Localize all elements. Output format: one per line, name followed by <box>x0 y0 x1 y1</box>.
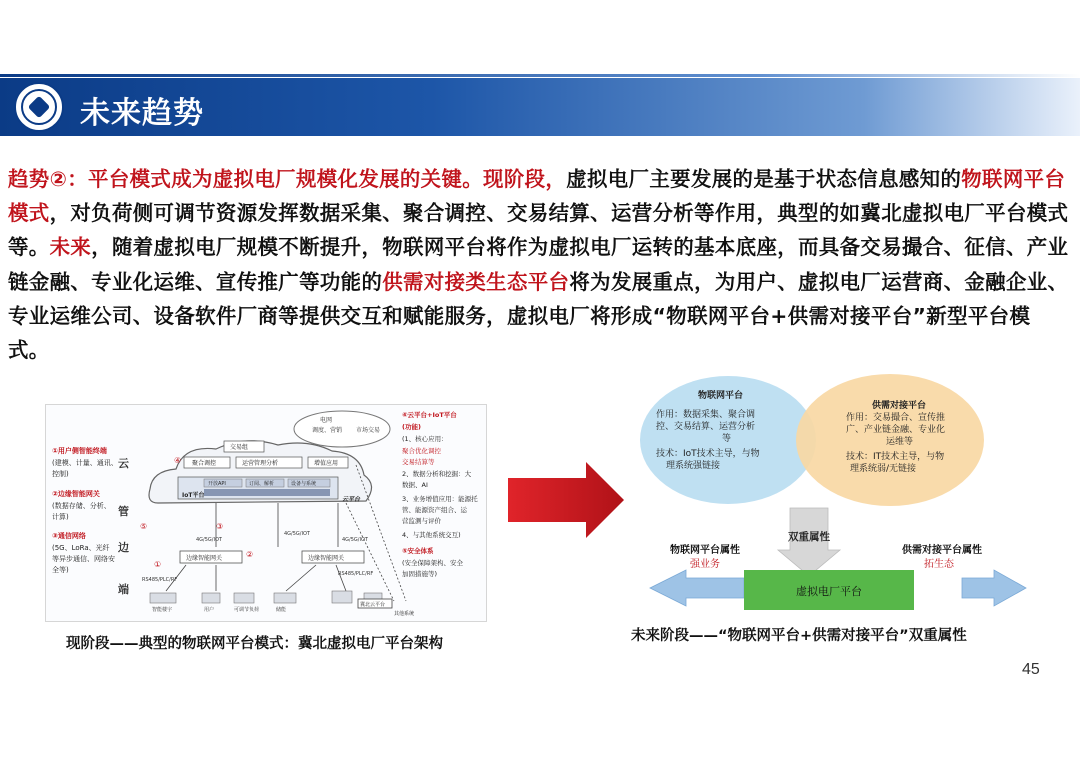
paragraph-segment: ，对负荷侧可调节资源发挥数据采集、聚合调控、交易结算、运营分析等作用，典型的如冀北虚拟电厂平台模式等。 <box>8 201 1069 260</box>
device-label: 可调节负荷 <box>234 607 260 613</box>
right-note-title: ④云平台+IoT平台 <box>402 411 457 419</box>
cloud-box-label: 聚合调控 <box>192 460 217 467</box>
note-title: ②边缘智能网关 <box>52 490 100 498</box>
body-paragraph <box>8 162 1070 367</box>
cloud-label: 电网 <box>320 417 333 424</box>
circle-line: 广、产业链金融、专业化 <box>846 425 946 435</box>
right-note-item: 营监测与评价 <box>402 517 441 525</box>
note-body: (数据存储、分析、 <box>52 502 111 510</box>
circle-line: 等 <box>722 434 732 444</box>
note-body: 计算) <box>52 513 69 521</box>
layer-label: 边 <box>118 541 129 554</box>
circle-line: 运维等 <box>886 437 914 447</box>
marker: ① <box>154 560 162 569</box>
cloud-label: 调度、营销 <box>312 427 343 434</box>
note-body: 控制) <box>52 470 69 478</box>
dual-attribute-figure <box>640 370 1030 620</box>
circle-line: 技术：IT技术主导，与物 <box>846 452 945 462</box>
arrow-title: 供需对接平台属性 <box>902 545 982 556</box>
paragraph-segment: 虚拟电厂主要发展的是基于状态信息感知的 <box>566 167 962 191</box>
cloud-label: 市场交易 <box>356 427 381 434</box>
bus-label: RS485/PLC/RF <box>338 571 374 577</box>
paragraph-segment: 未来 <box>49 235 92 260</box>
left-arrow-icon <box>650 570 744 606</box>
cloud-inner-label: 订阅、解析 <box>249 481 275 487</box>
gateway-label: 边缘智能网关 <box>186 555 223 562</box>
marker: ④ <box>174 456 182 465</box>
center-label: 双重属性 <box>788 531 830 543</box>
paragraph-segment: 物联网平台模式 <box>8 167 1066 226</box>
cloud-stripe <box>204 489 330 496</box>
right-note-item: 管、能源资产组合、运 <box>402 506 467 514</box>
note-title: ①用户侧智能终端 <box>52 447 107 455</box>
transition-arrow-icon <box>508 462 624 538</box>
note-body: 全等) <box>52 566 69 574</box>
right-note-item: 聚合优化调控 <box>402 447 441 455</box>
device-label: 储能 <box>276 607 287 613</box>
circle-line: 作用：数据采集、聚合调 <box>656 410 756 420</box>
arrow-sub: 拓生态 <box>924 559 954 570</box>
circle-line: 理系统强链接 <box>666 461 721 471</box>
note-body: (建模、计量、通讯、 <box>52 459 118 467</box>
left-figure-caption: 现阶段——典型的物联网平台模式：冀北虚拟电厂平台架构 <box>66 636 443 652</box>
circle-line: 作用：交易撮合、宣传推 <box>846 413 946 423</box>
right-note-item: (安全保障架构、安全 <box>402 559 464 567</box>
circle-line: 技术：IoT技术主导，与物 <box>656 449 760 459</box>
arrow-title: 物联网平台属性 <box>670 545 740 556</box>
circle-line: 控、交易结算、运营分析 <box>656 422 756 432</box>
box-label: 虚拟电厂平台 <box>796 585 862 598</box>
misc-label: 冀北云平台 <box>360 602 386 608</box>
right-note-item: ⑤安全体系 <box>402 547 434 555</box>
misc-label: 其他系统 <box>394 611 415 617</box>
cloud-box-label: 云平台 <box>342 496 361 503</box>
university-logo-icon <box>14 82 64 132</box>
network-label: 4G/5G/IOT <box>342 537 368 543</box>
marker: ③ <box>216 522 224 531</box>
cloud-box-label: 交易组 <box>230 444 249 451</box>
cloud-box-label: 增值应用 <box>314 460 339 467</box>
page-number: 45 <box>1022 661 1040 678</box>
cloud-inner-label: 设备与系统 <box>291 481 317 487</box>
slide-title: 未来趋势 <box>80 96 204 131</box>
network-label: 4G/5G/IOT <box>196 537 222 543</box>
right-note-item: 数据、AI <box>402 481 428 489</box>
cloud-inner-label: 开放API <box>208 481 226 487</box>
paragraph-segment: ，随着虚拟电厂规模不断提升，物联网平台将作为虚拟电厂运转的基本底座，而具备交易撮合、征信、产业链金融、专业化运维、宣传推广等功能的 <box>8 235 1069 294</box>
marker: ② <box>246 550 254 559</box>
architecture-figure <box>45 404 487 622</box>
cloud-box-label: 运营管理分析 <box>242 460 279 467</box>
paragraph-segment: 供需对接类生态平台 <box>382 269 570 294</box>
right-note-item: 4、与其他系统交互) <box>402 531 461 539</box>
layer-label: 端 <box>118 583 129 596</box>
layer-label: 管 <box>118 505 129 518</box>
paragraph-segment: 趋势②：平台模式成为虚拟电厂规模化发展的关键。现阶段， <box>8 167 567 191</box>
bus-label: RS485/PLC/RF <box>142 577 178 583</box>
right-note-item: 3、业务增值应用：能源托 <box>402 495 478 503</box>
right-figure-caption: 未来阶段——“物联网平台+供需对接平台”双重属性 <box>631 628 967 644</box>
network-label: 4G/5G/IOT <box>284 531 310 537</box>
note-title: ③通信网络 <box>52 532 86 540</box>
circle-title: 供需对接平台 <box>872 401 927 411</box>
device-label: 用户 <box>204 607 215 613</box>
arrow-sub: 强业务 <box>690 559 720 570</box>
note-body: (5G、LoRa、光纤 <box>52 544 110 552</box>
layer-label: 云 <box>118 457 129 470</box>
circle-title: 物联网平台 <box>698 391 744 401</box>
circle-line: 理系统弱/无链接 <box>850 464 917 474</box>
right-note-subtitle: (功能) <box>402 423 421 431</box>
paragraph-segment: 将为发展重点，为用户、虚拟电厂运营商、金融企业、专业运维公司、设备软件厂商等提供交互和赋能服务，虚拟电厂将形成“物联网平台+供需对接平台”新型平台模式。 <box>8 269 1069 363</box>
right-note-item: 交易结算等 <box>402 458 435 466</box>
right-note-item: 加固措施等) <box>402 570 438 578</box>
marker: ⑤ <box>140 522 148 531</box>
device-label: 智能楼宇 <box>152 607 173 613</box>
right-note-item: 2、数据分析和挖掘：大 <box>402 470 472 478</box>
note-body: 等异步通信、网络安 <box>52 555 115 563</box>
right-arrow-icon <box>962 570 1026 606</box>
right-note-item: (1、核心应用： <box>402 435 448 443</box>
cloud-box-label: IoT平台 <box>182 492 205 499</box>
gateway-label: 边缘智能网关 <box>308 555 345 562</box>
